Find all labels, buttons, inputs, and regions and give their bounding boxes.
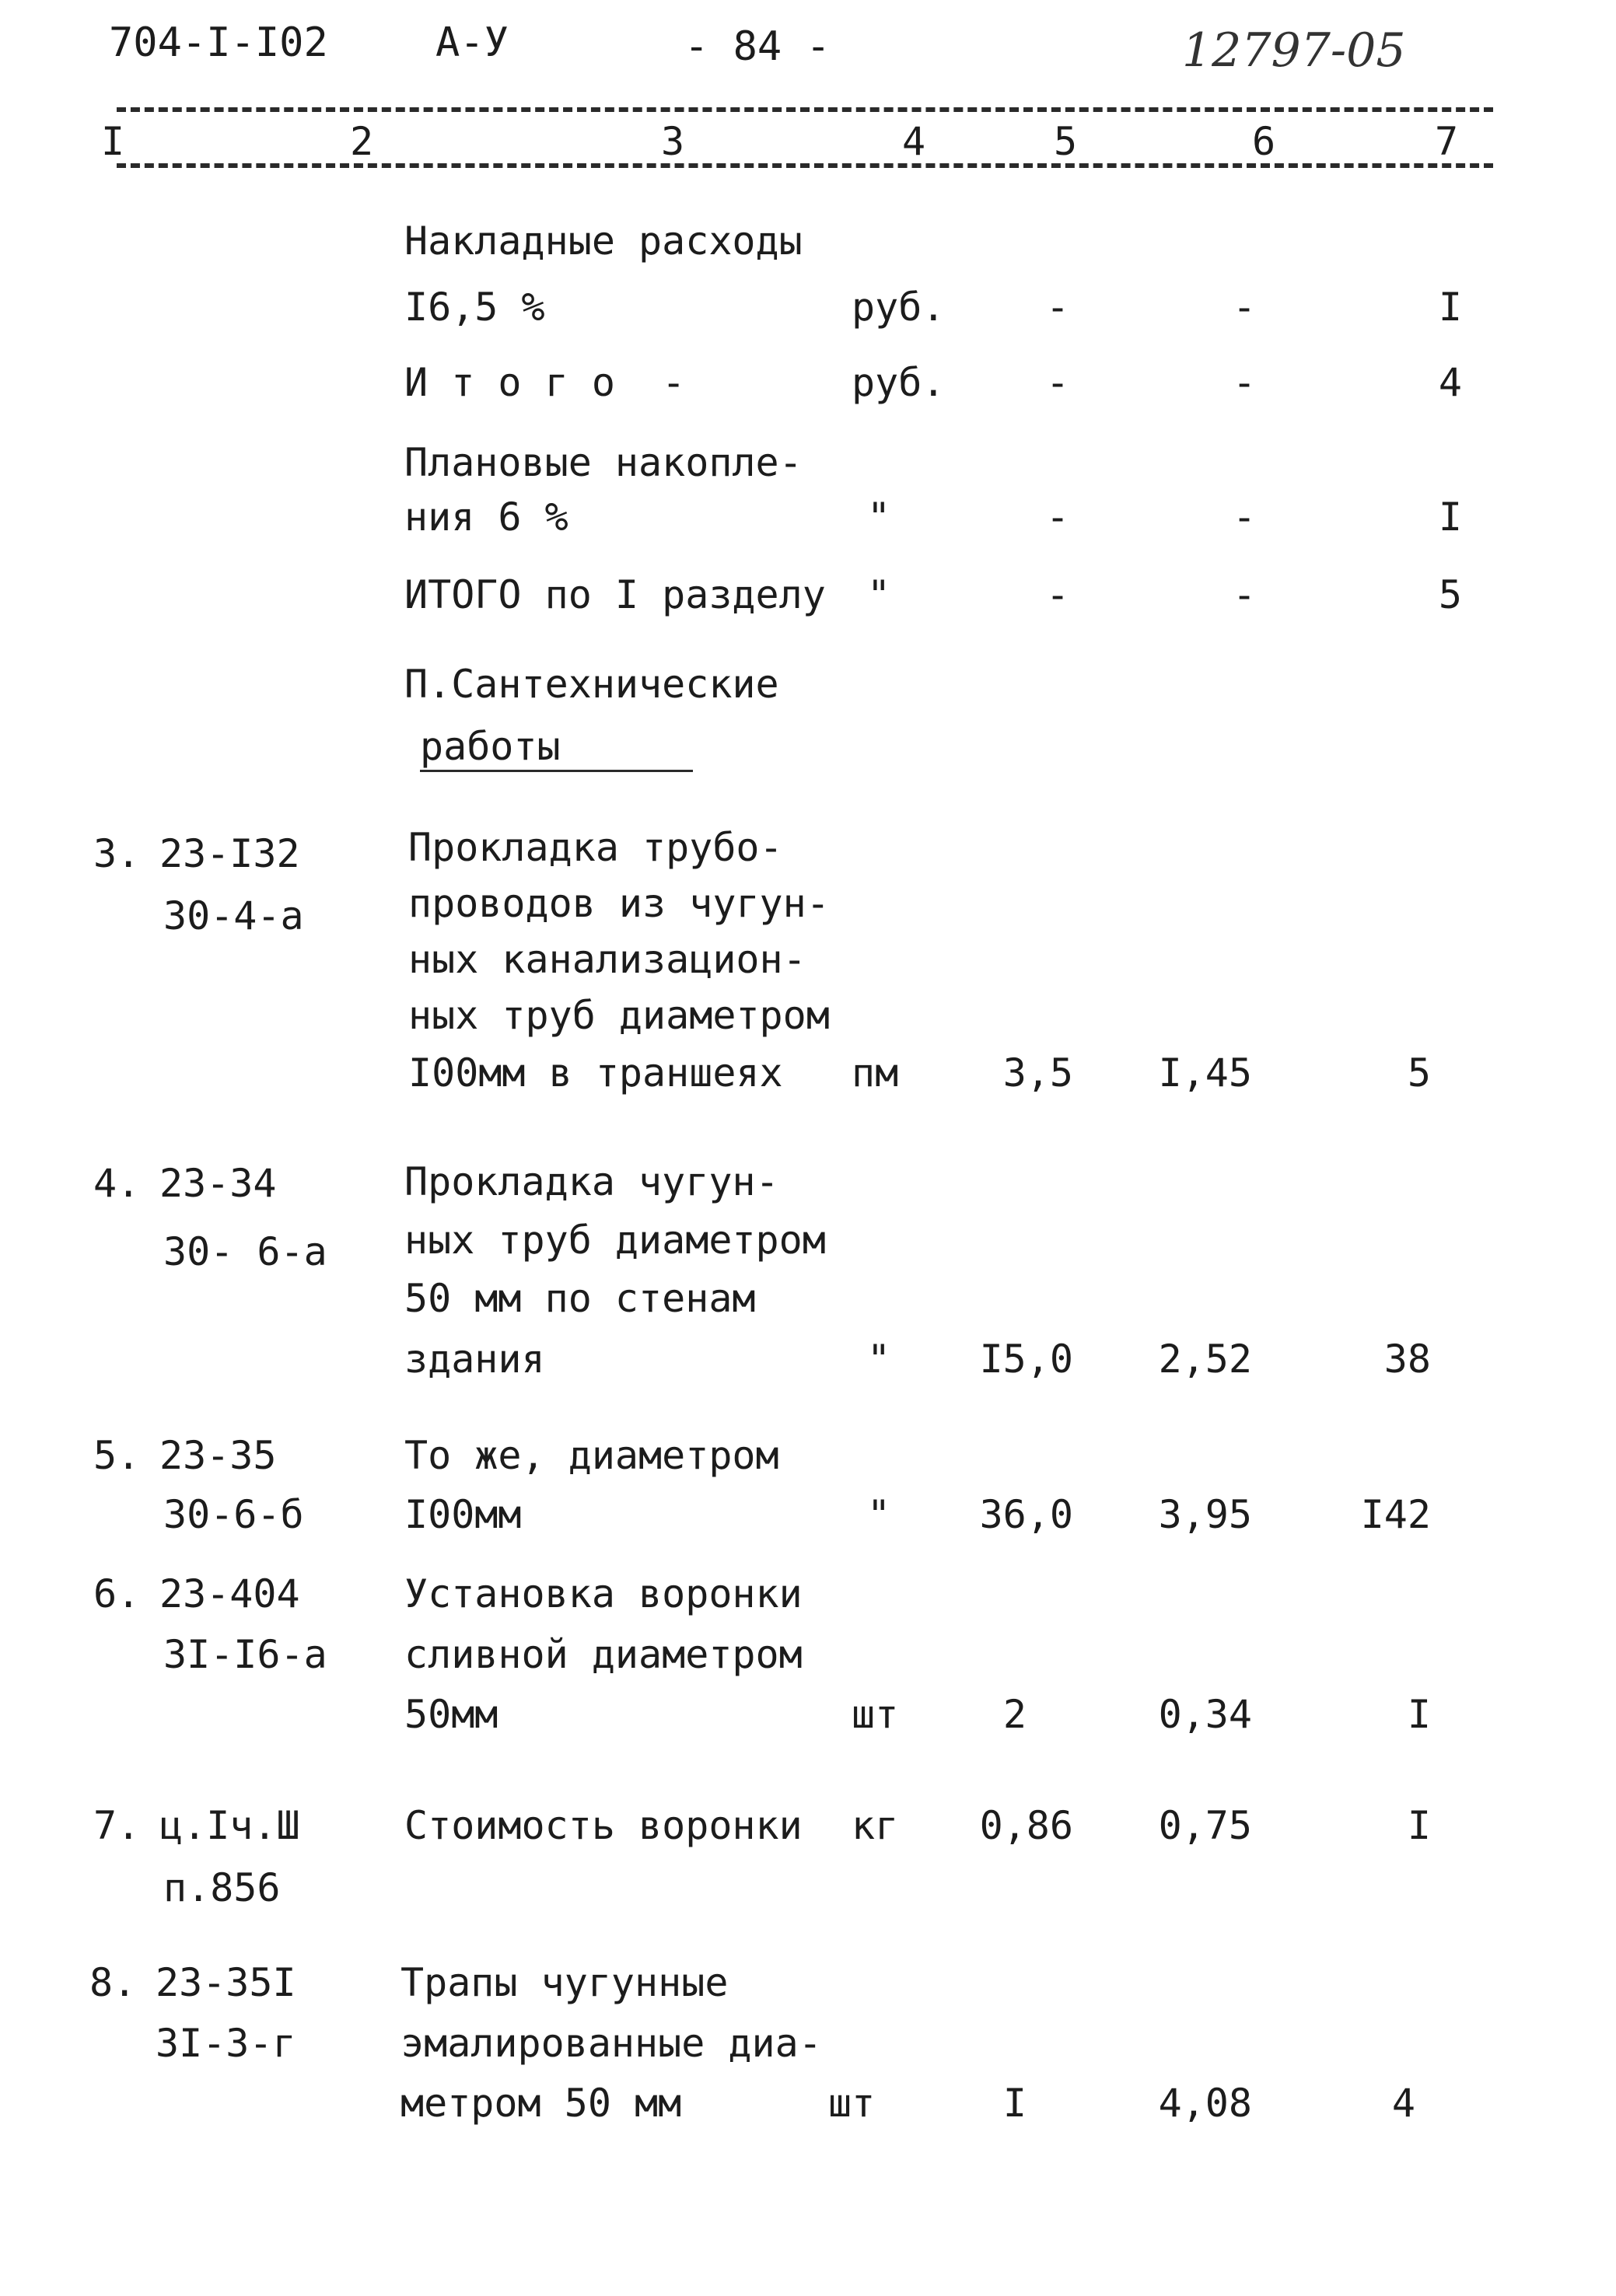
row-8-code-line2: 3I-3-г xyxy=(156,2021,296,2066)
handwritten-number: 12797-05 xyxy=(1182,23,1406,78)
section-total-col5: - xyxy=(1045,572,1070,617)
row-6-unit: шт xyxy=(852,1692,899,1737)
row-4-desc-line2: ных труб диаметром xyxy=(404,1218,826,1263)
row-3-code-line2: 30-4-а xyxy=(163,893,304,938)
row-6-total: I xyxy=(1407,1692,1431,1737)
row-6-code-line2: 3I-I6-а xyxy=(163,1632,327,1677)
row-7-number: 7. xyxy=(93,1803,141,1848)
row-7-desc-line1: Стоимость воронки xyxy=(404,1803,803,1848)
total-unit: руб. xyxy=(852,360,946,405)
row-4-desc-line3: 50 мм по стенам xyxy=(404,1276,756,1321)
column-number-4: 4 xyxy=(902,119,926,164)
column-number-7: 7 xyxy=(1435,119,1459,164)
document-code: 704-I-I02 xyxy=(109,19,328,66)
row-3-desc-line5: I00мм в траншеях xyxy=(408,1050,783,1096)
row-3-code-line1: 23-I32 xyxy=(159,831,300,876)
total-col6: - xyxy=(1232,360,1257,405)
row-4-unit: " xyxy=(867,1337,891,1382)
row-5-code-line2: 30-6-б xyxy=(163,1492,304,1537)
row-6-desc-line1: Установка воронки xyxy=(404,1571,803,1616)
section-total-unit: " xyxy=(867,572,891,617)
column-number-3: 3 xyxy=(661,119,685,164)
row-3-desc-line1: Прокладка трубо- xyxy=(408,825,783,870)
row-7-code-line2: п.856 xyxy=(163,1865,281,1910)
total-col5: - xyxy=(1045,360,1070,405)
row-8-code-line1: 23-35I xyxy=(156,1960,296,2005)
row-4-quantity: I5,0 xyxy=(979,1337,1073,1382)
column-number-1: I xyxy=(101,119,125,164)
page-number: - 84 - xyxy=(684,23,831,70)
overhead-col5: - xyxy=(1045,285,1070,330)
row-4-code-line1: 23-34 xyxy=(159,1161,277,1206)
row-5-number: 5. xyxy=(93,1433,141,1478)
document-series: А-У xyxy=(435,19,509,66)
row-8-unit: шт xyxy=(828,2081,876,2126)
planned-col7: I xyxy=(1438,494,1462,540)
planned-unit: " xyxy=(867,494,891,540)
row-3-desc-line4: ных труб диаметром xyxy=(408,993,830,1038)
row-6-desc-line3: 50мм xyxy=(404,1692,498,1737)
section-2-heading-line2: работы xyxy=(420,723,693,772)
row-8-desc-line2: эмалированные диа- xyxy=(401,2021,822,2066)
column-number-6: 6 xyxy=(1252,119,1276,164)
row-8-price: 4,08 xyxy=(1158,2081,1252,2126)
row-8-desc-line3: метром 50 мм xyxy=(401,2081,682,2126)
row-8-desc-line1: Трапы чугунные xyxy=(401,1960,729,2005)
row-7-quantity: 0,86 xyxy=(979,1803,1073,1848)
row-3-unit: пм xyxy=(852,1050,899,1096)
row-3-desc-line3: ных канализацион- xyxy=(408,937,806,982)
row-5-unit: " xyxy=(867,1492,891,1537)
row-3-desc-line2: проводов из чугун- xyxy=(408,881,830,926)
row-6-code-line1: 23-404 xyxy=(159,1571,300,1616)
row-8-number: 8. xyxy=(89,1960,137,2005)
row-3-quantity: 3,5 xyxy=(1002,1050,1073,1096)
row-4-number: 4. xyxy=(93,1161,141,1206)
total-col7: 4 xyxy=(1438,360,1462,405)
row-5-desc-line2: I00мм xyxy=(404,1492,522,1537)
row-5-price: 3,95 xyxy=(1158,1492,1252,1537)
header-rule-top xyxy=(117,107,1493,112)
row-7-price: 0,75 xyxy=(1158,1803,1252,1848)
planned-col5: - xyxy=(1045,494,1070,540)
row-6-quantity: 2 xyxy=(1002,1692,1027,1737)
overhead-label-line1: Накладные расходы xyxy=(404,218,803,264)
row-6-number: 6. xyxy=(93,1571,141,1616)
row-7-unit: кг xyxy=(852,1803,899,1848)
section-total-col6: - xyxy=(1232,572,1257,617)
row-4-total: 38 xyxy=(1383,1337,1431,1382)
overhead-label-line2: I6,5 % xyxy=(404,285,545,330)
row-6-desc-line2: сливной диаметром xyxy=(404,1632,803,1677)
row-5-code-line1: 23-35 xyxy=(159,1433,277,1478)
header-rule-bottom xyxy=(117,163,1493,168)
row-6-price: 0,34 xyxy=(1158,1692,1252,1737)
overhead-col7: I xyxy=(1438,285,1462,330)
row-8-quantity: I xyxy=(1002,2081,1027,2126)
section-2-heading-line1: П.Сантехнические xyxy=(404,662,779,707)
row-4-desc-line4: здания xyxy=(404,1337,545,1382)
row-5-total: I42 xyxy=(1360,1492,1431,1537)
row-5-desc-line1: То же, диаметром xyxy=(404,1433,779,1478)
row-4-code-line2: 30- 6-а xyxy=(163,1229,327,1274)
column-number-5: 5 xyxy=(1054,119,1078,164)
column-number-2: 2 xyxy=(350,119,374,164)
planned-label-line2: ния 6 % xyxy=(404,494,568,540)
row-4-price: 2,52 xyxy=(1158,1337,1252,1382)
overhead-col6: - xyxy=(1232,285,1257,330)
row-3-total: 5 xyxy=(1407,1050,1431,1096)
row-5-quantity: 36,0 xyxy=(979,1492,1073,1537)
row-7-code-line1: ц.Iч.Ш xyxy=(159,1803,300,1848)
row-3-price: I,45 xyxy=(1158,1050,1252,1096)
section-total-col7: 5 xyxy=(1438,572,1462,617)
row-4-desc-line1: Прокладка чугун- xyxy=(404,1159,779,1204)
row-7-total: I xyxy=(1407,1803,1431,1848)
row-8-total: 4 xyxy=(1391,2081,1415,2126)
overhead-unit: руб. xyxy=(852,285,946,330)
planned-label-line1: Плановые накопле- xyxy=(404,440,803,485)
planned-col6: - xyxy=(1232,494,1257,540)
total-label: И т о г о - xyxy=(404,360,686,405)
section-total-label: ИТОГО по I разделу xyxy=(404,572,826,617)
row-3-number: 3. xyxy=(93,831,141,876)
